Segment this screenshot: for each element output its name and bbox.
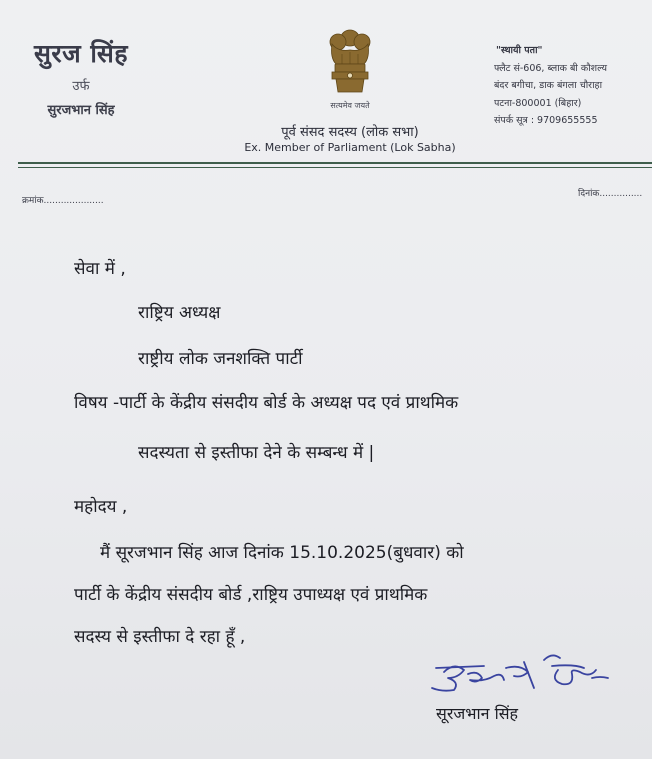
reference-number-field: क्रमांक..................... (22, 196, 104, 206)
sender-urf: उर्फ (72, 79, 90, 94)
address-line-1: फ्लैट सं-606, ब्लाक बी कौशल्य (494, 62, 607, 74)
address-line-3: पटना-800001 (बिहार) (494, 97, 582, 109)
sender-name: सुरज सिंह (33, 39, 129, 68)
address-label: "स्थायी पता" (496, 45, 543, 56)
address-phone: संपर्क सूत्र : 9709655555 (494, 115, 598, 126)
recipient-line-1: राष्ट्रिय अध्यक्ष (138, 303, 221, 323)
letterhead-divider-bottom (18, 167, 652, 168)
sender-alias: सुरजभान सिंह (47, 103, 115, 118)
address-block (494, 42, 652, 130)
signatory-name: सूरजभान सिंह (436, 704, 519, 723)
body-line-3: सदस्य से इस्तीफा दे रहा हूँ , (74, 627, 246, 647)
handwritten-signature (424, 648, 624, 698)
sender-name-block (22, 36, 140, 118)
subject-line-1: विषय -पार्टी के केंद्रीय संसदीय बोर्ड के अध्यक्ष पद एवं प्राथमिक (74, 393, 459, 413)
body-line-1: मैं सूरजभान सिंह आज दिनांक 15.10.2025(बुधवार) को (100, 543, 464, 563)
letterhead-divider-top (18, 162, 652, 164)
salutation: सेवा में , (74, 259, 126, 279)
date-field: दिनांक............... (578, 189, 643, 199)
designation-hindi: पूर्व संसद सदस्य (लोक सभा) (281, 125, 419, 140)
greeting: महोदय , (74, 497, 128, 517)
emblem-motto: सत्यमेव जयते (330, 101, 370, 110)
subject-line-2: सदस्यता से इस्तीफा देने के सम्बन्ध में | (138, 443, 375, 463)
address-line-2: बंदर बगीचा, डाक बंगला चौराहा (494, 80, 603, 91)
body-line-2: पार्टी के केंद्रीय संसदीय बोर्ड ,राष्ट्रिय उपाध्यक्ष एवं प्राथमिक (74, 585, 428, 605)
designation-english: Ex. Member of Parliament (Lok Sabha) (244, 141, 456, 154)
national-emblem-icon (318, 24, 382, 112)
recipient-line-2: राष्ट्रीय लोक जनशक्ति पार्टी (138, 349, 303, 369)
